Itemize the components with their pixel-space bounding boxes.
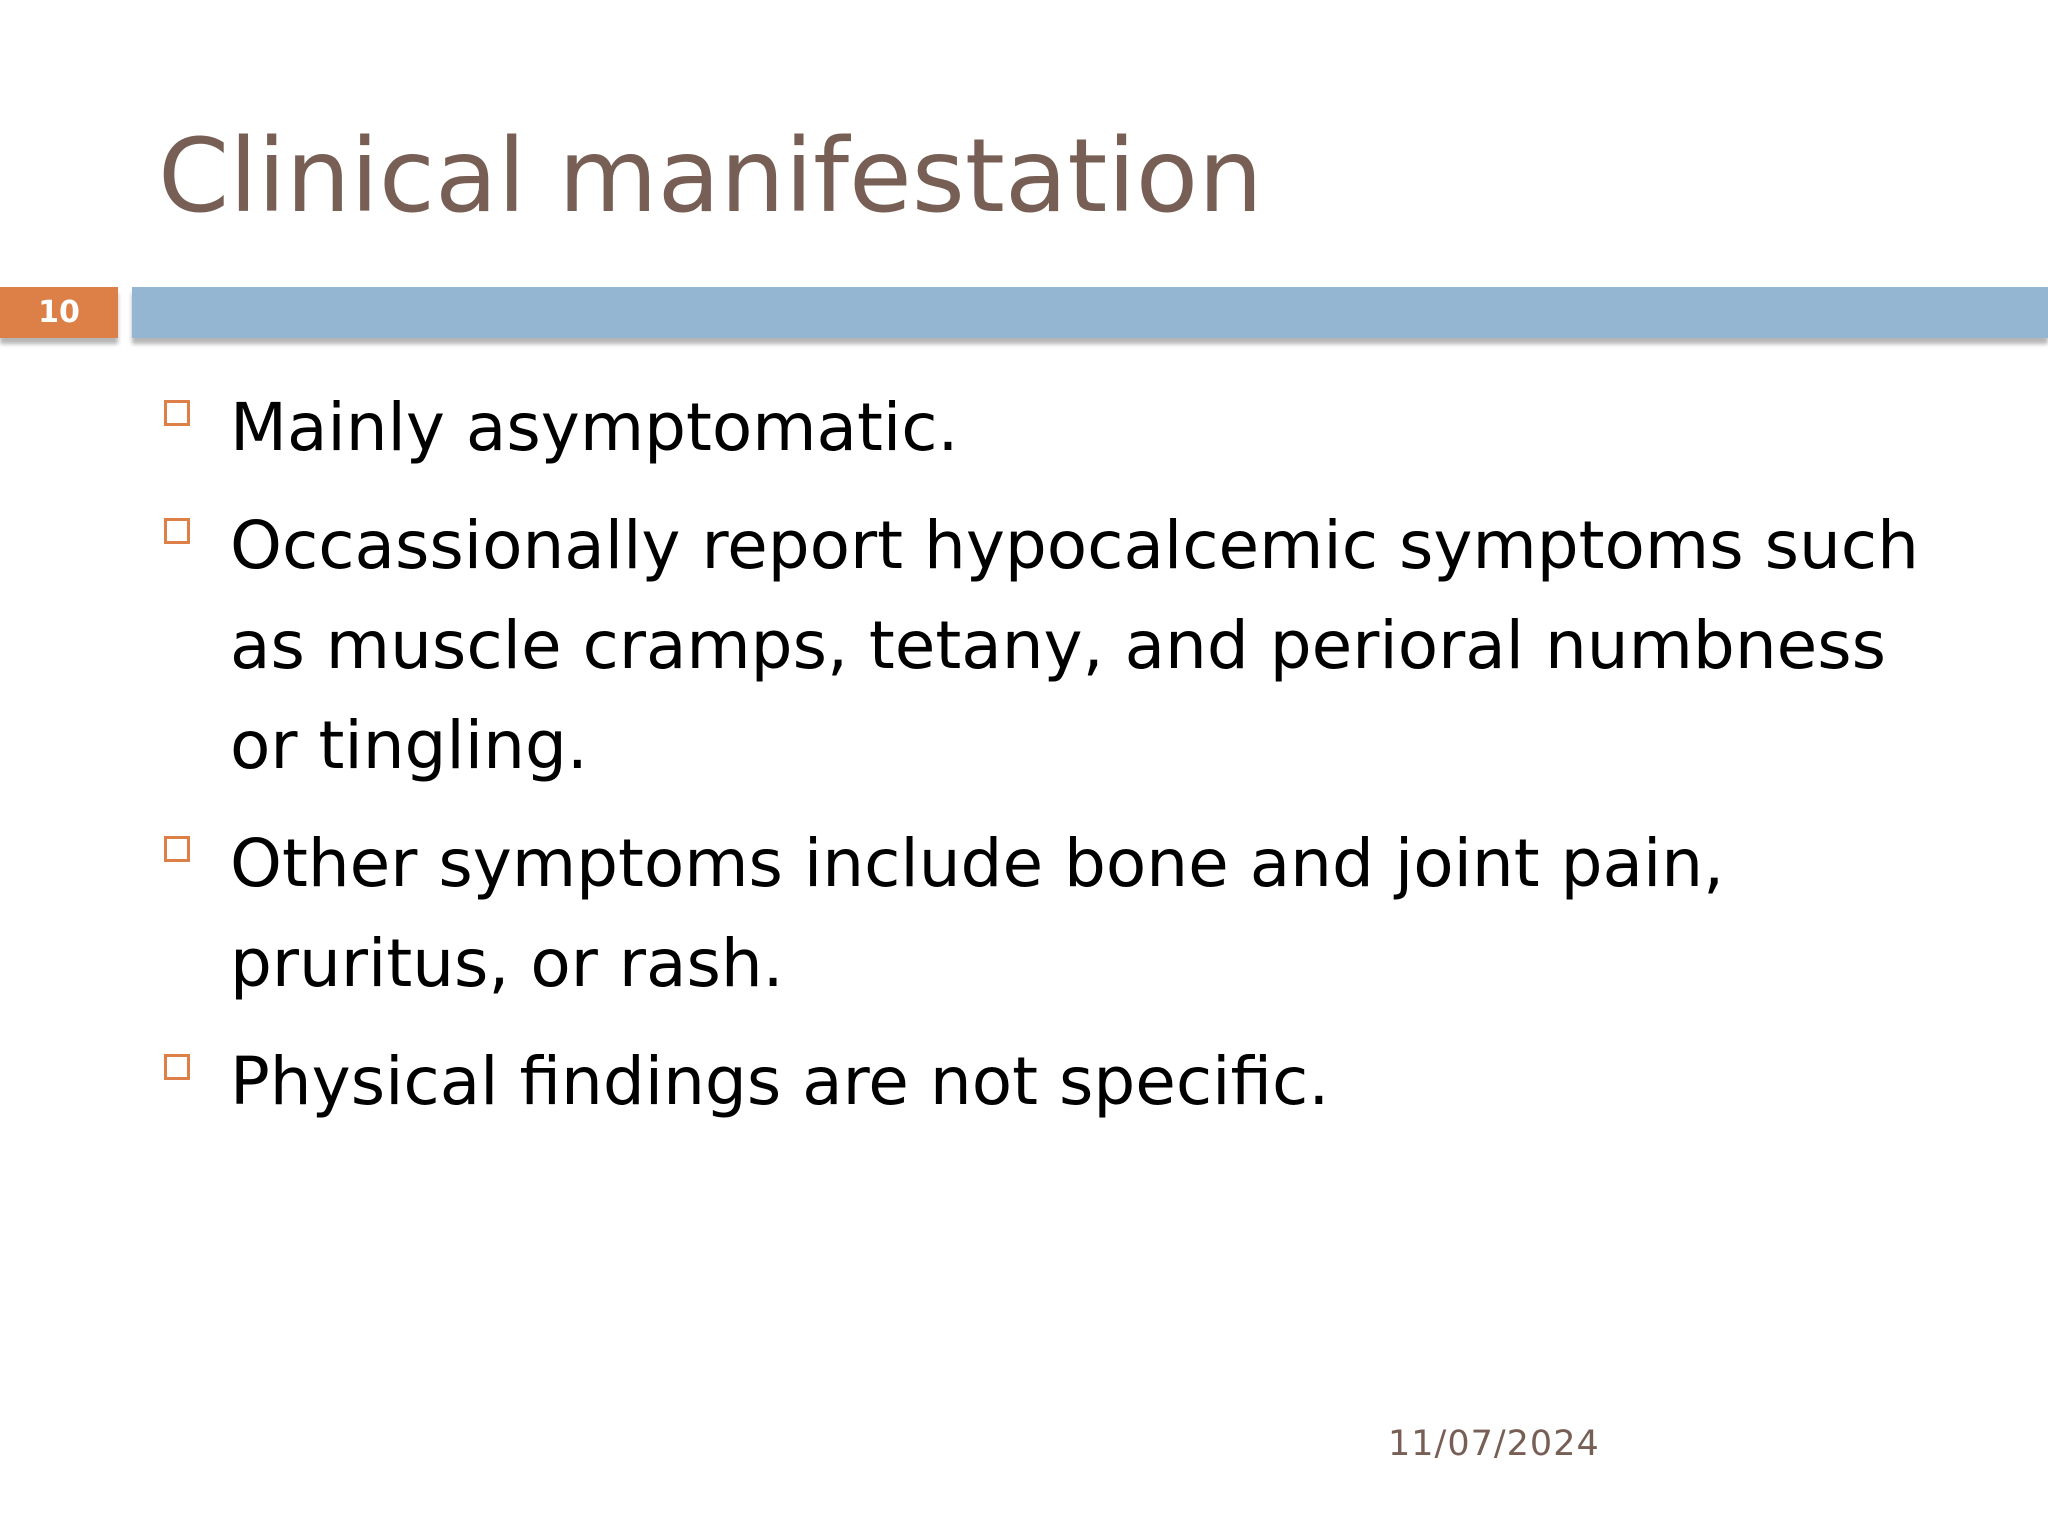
bullet-text: Occassionally report hypocalcemic symptoms such as muscle cramps, tetany, and perioral numbness or tingling. [230, 507, 1919, 784]
slide-title: Clinical manifestation [158, 117, 1263, 236]
bullet-item [160, 1032, 1920, 1132]
bullet-text: Other symptoms include bone and joint pain, pruritus, or rash. [230, 825, 1725, 1002]
slide-number: 10 [0, 287, 118, 338]
title-divider-bar [132, 287, 2048, 338]
bullet-item [160, 814, 1920, 1014]
bullet-text: Physical findings are not specific. [230, 1043, 1330, 1120]
square-bullet-icon [164, 518, 190, 544]
square-bullet-icon [164, 1054, 190, 1080]
bullet-item [160, 496, 1920, 796]
square-bullet-icon [164, 836, 190, 862]
slide-date: 11/07/2024 [1388, 1424, 1600, 1464]
square-bullet-icon [164, 400, 190, 426]
bullet-list [160, 378, 1920, 1150]
bullet-item [160, 378, 1920, 478]
bullet-text: Mainly asymptomatic. [230, 389, 959, 466]
